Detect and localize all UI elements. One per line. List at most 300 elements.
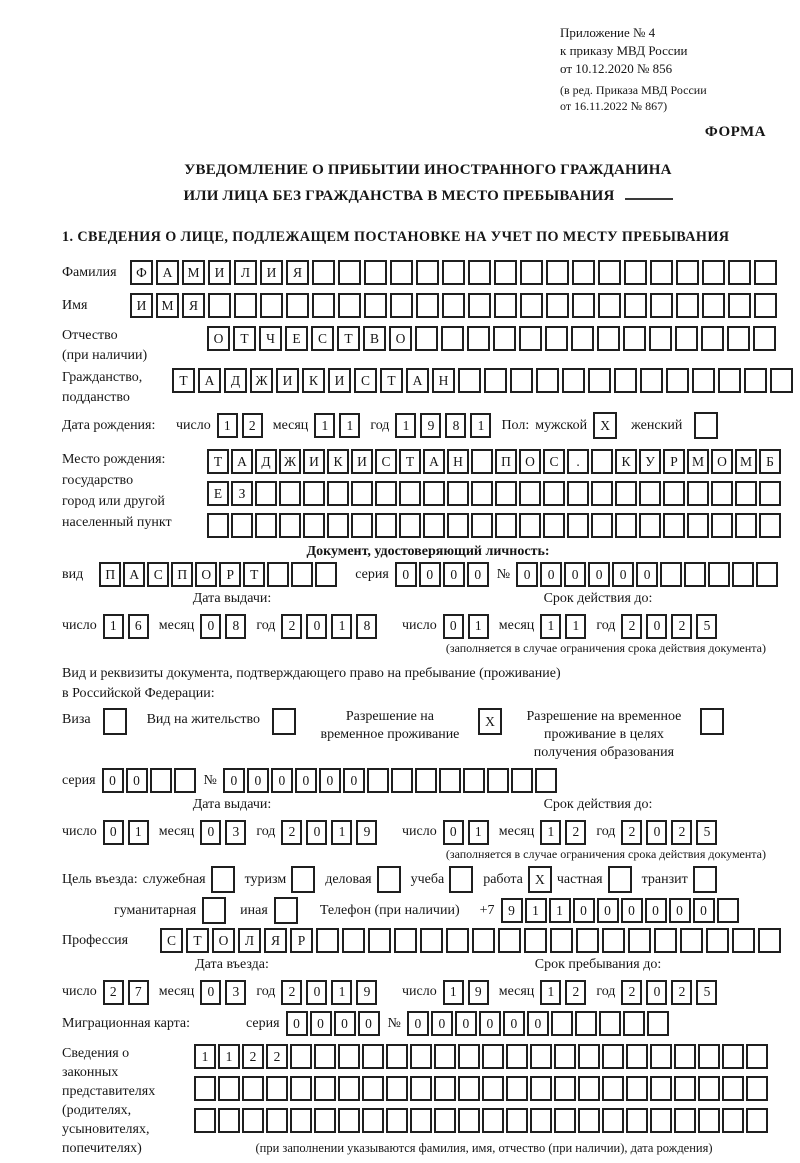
char-cell[interactable]: 2 bbox=[621, 820, 642, 845]
char-cell[interactable] bbox=[218, 1108, 240, 1133]
char-cell[interactable]: 2 bbox=[242, 413, 263, 438]
char-cell[interactable] bbox=[267, 562, 289, 587]
char-cell[interactable]: 0 bbox=[621, 898, 643, 923]
char-cell[interactable] bbox=[598, 293, 621, 318]
char-cell[interactable] bbox=[680, 928, 703, 953]
char-cell[interactable]: А bbox=[123, 562, 145, 587]
char-cell[interactable]: Н bbox=[447, 449, 469, 474]
char-cell[interactable] bbox=[399, 513, 421, 538]
char-cell[interactable] bbox=[545, 326, 568, 351]
char-cell[interactable] bbox=[351, 481, 373, 506]
char-cell[interactable] bbox=[591, 513, 613, 538]
char-cell[interactable] bbox=[711, 513, 733, 538]
char-cell[interactable] bbox=[650, 1108, 672, 1133]
char-cell[interactable] bbox=[698, 1044, 720, 1069]
char-cell[interactable]: С bbox=[160, 928, 183, 953]
char-cell[interactable] bbox=[364, 293, 387, 318]
char-cell[interactable] bbox=[423, 481, 445, 506]
char-cell[interactable] bbox=[194, 1108, 216, 1133]
char-cell[interactable] bbox=[718, 368, 741, 393]
char-cell[interactable] bbox=[744, 368, 767, 393]
purpose-private-checkbox[interactable] bbox=[608, 866, 632, 893]
char-cell[interactable] bbox=[732, 928, 755, 953]
char-cell[interactable]: 0 bbox=[306, 614, 327, 639]
char-cell[interactable] bbox=[626, 1108, 648, 1133]
char-cell[interactable] bbox=[410, 1044, 432, 1069]
char-cell[interactable]: 0 bbox=[527, 1011, 549, 1036]
char-cell[interactable] bbox=[390, 260, 413, 285]
char-cell[interactable] bbox=[735, 513, 757, 538]
char-cell[interactable] bbox=[759, 481, 781, 506]
char-cell[interactable]: 0 bbox=[431, 1011, 453, 1036]
char-cell[interactable] bbox=[327, 481, 349, 506]
char-cell[interactable]: 0 bbox=[200, 980, 221, 1005]
char-cell[interactable] bbox=[286, 293, 309, 318]
char-cell[interactable] bbox=[588, 368, 611, 393]
char-cell[interactable] bbox=[562, 368, 585, 393]
char-cell[interactable]: М bbox=[687, 449, 709, 474]
char-cell[interactable]: 0 bbox=[503, 1011, 525, 1036]
char-cell[interactable] bbox=[194, 1076, 216, 1101]
char-cell[interactable] bbox=[598, 260, 621, 285]
char-cell[interactable] bbox=[530, 1076, 552, 1101]
char-cell[interactable] bbox=[519, 326, 542, 351]
char-cell[interactable]: Р bbox=[219, 562, 241, 587]
char-cell[interactable] bbox=[420, 928, 443, 953]
char-cell[interactable]: П bbox=[495, 449, 517, 474]
char-cell[interactable]: Т bbox=[207, 449, 229, 474]
char-cell[interactable] bbox=[536, 368, 559, 393]
char-cell[interactable] bbox=[654, 928, 677, 953]
char-cell[interactable] bbox=[174, 768, 196, 793]
purpose-business-checkbox[interactable] bbox=[377, 866, 401, 893]
char-cell[interactable]: 0 bbox=[319, 768, 341, 793]
char-cell[interactable]: 0 bbox=[247, 768, 269, 793]
char-cell[interactable] bbox=[468, 260, 491, 285]
char-cell[interactable] bbox=[415, 768, 437, 793]
char-cell[interactable]: Б bbox=[759, 449, 781, 474]
char-cell[interactable] bbox=[439, 768, 461, 793]
char-cell[interactable]: 5 bbox=[696, 820, 717, 845]
char-cell[interactable] bbox=[599, 1011, 621, 1036]
visa-checkbox[interactable] bbox=[103, 708, 127, 735]
char-cell[interactable]: В bbox=[363, 326, 386, 351]
char-cell[interactable]: 0 bbox=[597, 898, 619, 923]
char-cell[interactable]: 9 bbox=[420, 413, 441, 438]
char-cell[interactable]: 1 bbox=[468, 820, 489, 845]
char-cell[interactable] bbox=[314, 1076, 336, 1101]
char-cell[interactable] bbox=[717, 898, 739, 923]
char-cell[interactable]: Д bbox=[224, 368, 247, 393]
char-cell[interactable] bbox=[543, 481, 565, 506]
char-cell[interactable]: 0 bbox=[103, 820, 124, 845]
char-cell[interactable] bbox=[578, 1076, 600, 1101]
char-cell[interactable] bbox=[554, 1076, 576, 1101]
char-cell[interactable] bbox=[511, 768, 533, 793]
char-cell[interactable] bbox=[255, 513, 277, 538]
char-cell[interactable]: 1 bbox=[217, 413, 238, 438]
char-cell[interactable]: 0 bbox=[395, 562, 417, 587]
char-cell[interactable]: К bbox=[327, 449, 349, 474]
char-cell[interactable]: Т bbox=[380, 368, 403, 393]
char-cell[interactable] bbox=[624, 293, 647, 318]
char-cell[interactable]: 0 bbox=[200, 614, 221, 639]
char-cell[interactable] bbox=[386, 1076, 408, 1101]
char-cell[interactable]: А bbox=[231, 449, 253, 474]
char-cell[interactable] bbox=[530, 1044, 552, 1069]
char-cell[interactable]: М bbox=[182, 260, 205, 285]
char-cell[interactable] bbox=[624, 260, 647, 285]
char-cell[interactable] bbox=[576, 928, 599, 953]
char-cell[interactable]: 0 bbox=[310, 1011, 332, 1036]
char-cell[interactable] bbox=[303, 513, 325, 538]
char-cell[interactable]: 0 bbox=[540, 562, 562, 587]
char-cell[interactable]: 0 bbox=[455, 1011, 477, 1036]
char-cell[interactable]: 0 bbox=[306, 820, 327, 845]
char-cell[interactable] bbox=[554, 1044, 576, 1069]
char-cell[interactable]: 8 bbox=[225, 614, 246, 639]
char-cell[interactable] bbox=[639, 481, 661, 506]
char-cell[interactable]: 1 bbox=[331, 980, 352, 1005]
char-cell[interactable] bbox=[639, 513, 661, 538]
char-cell[interactable]: 0 bbox=[102, 768, 124, 793]
char-cell[interactable] bbox=[591, 481, 613, 506]
char-cell[interactable] bbox=[410, 1076, 432, 1101]
char-cell[interactable] bbox=[675, 326, 698, 351]
char-cell[interactable] bbox=[375, 513, 397, 538]
char-cell[interactable] bbox=[647, 1011, 669, 1036]
char-cell[interactable]: 2 bbox=[281, 614, 302, 639]
char-cell[interactable] bbox=[495, 481, 517, 506]
char-cell[interactable] bbox=[708, 562, 730, 587]
char-cell[interactable]: 0 bbox=[358, 1011, 380, 1036]
char-cell[interactable] bbox=[674, 1076, 696, 1101]
char-cell[interactable] bbox=[567, 513, 589, 538]
char-cell[interactable]: 0 bbox=[645, 898, 667, 923]
char-cell[interactable]: М bbox=[156, 293, 179, 318]
char-cell[interactable] bbox=[698, 1076, 720, 1101]
char-cell[interactable] bbox=[650, 293, 673, 318]
char-cell[interactable] bbox=[520, 260, 543, 285]
char-cell[interactable] bbox=[338, 260, 361, 285]
char-cell[interactable] bbox=[495, 513, 517, 538]
char-cell[interactable]: 1 bbox=[540, 980, 561, 1005]
char-cell[interactable] bbox=[266, 1108, 288, 1133]
char-cell[interactable]: Т bbox=[233, 326, 256, 351]
char-cell[interactable]: 1 bbox=[549, 898, 571, 923]
char-cell[interactable] bbox=[571, 326, 594, 351]
char-cell[interactable] bbox=[506, 1108, 528, 1133]
char-cell[interactable] bbox=[208, 293, 231, 318]
char-cell[interactable] bbox=[484, 368, 507, 393]
char-cell[interactable]: О bbox=[207, 326, 230, 351]
char-cell[interactable] bbox=[732, 562, 754, 587]
char-cell[interactable]: 0 bbox=[271, 768, 293, 793]
char-cell[interactable] bbox=[676, 260, 699, 285]
char-cell[interactable] bbox=[602, 1076, 624, 1101]
char-cell[interactable]: И bbox=[260, 260, 283, 285]
char-cell[interactable] bbox=[746, 1108, 768, 1133]
char-cell[interactable] bbox=[442, 293, 465, 318]
char-cell[interactable]: 0 bbox=[443, 820, 464, 845]
char-cell[interactable]: Ж bbox=[250, 368, 273, 393]
char-cell[interactable] bbox=[494, 260, 517, 285]
char-cell[interactable] bbox=[702, 260, 725, 285]
char-cell[interactable] bbox=[759, 513, 781, 538]
char-cell[interactable] bbox=[663, 481, 685, 506]
residence-permit-checkbox[interactable] bbox=[272, 708, 296, 735]
char-cell[interactable]: 0 bbox=[467, 562, 489, 587]
char-cell[interactable] bbox=[575, 1011, 597, 1036]
male-checkbox[interactable]: X bbox=[593, 412, 617, 439]
char-cell[interactable] bbox=[758, 928, 781, 953]
char-cell[interactable] bbox=[364, 260, 387, 285]
char-cell[interactable] bbox=[666, 368, 689, 393]
char-cell[interactable] bbox=[338, 1108, 360, 1133]
char-cell[interactable]: 2 bbox=[621, 980, 642, 1005]
char-cell[interactable]: Р bbox=[290, 928, 313, 953]
char-cell[interactable]: М bbox=[735, 449, 757, 474]
char-cell[interactable] bbox=[494, 293, 517, 318]
char-cell[interactable]: О bbox=[389, 326, 412, 351]
char-cell[interactable]: З bbox=[231, 481, 253, 506]
char-cell[interactable]: 0 bbox=[126, 768, 148, 793]
purpose-study-checkbox[interactable] bbox=[449, 866, 473, 893]
char-cell[interactable]: 2 bbox=[281, 820, 302, 845]
char-cell[interactable] bbox=[312, 260, 335, 285]
char-cell[interactable]: П bbox=[171, 562, 193, 587]
char-cell[interactable] bbox=[316, 928, 339, 953]
char-cell[interactable]: П bbox=[99, 562, 121, 587]
char-cell[interactable]: У bbox=[639, 449, 661, 474]
char-cell[interactable] bbox=[640, 368, 663, 393]
char-cell[interactable]: А bbox=[406, 368, 429, 393]
char-cell[interactable]: 9 bbox=[356, 820, 377, 845]
char-cell[interactable]: Т bbox=[172, 368, 195, 393]
char-cell[interactable] bbox=[327, 513, 349, 538]
char-cell[interactable] bbox=[692, 368, 715, 393]
char-cell[interactable] bbox=[260, 293, 283, 318]
char-cell[interactable]: Ф bbox=[130, 260, 153, 285]
purpose-official-checkbox[interactable] bbox=[211, 866, 235, 893]
char-cell[interactable] bbox=[314, 1108, 336, 1133]
char-cell[interactable] bbox=[312, 293, 335, 318]
char-cell[interactable]: 0 bbox=[443, 562, 465, 587]
char-cell[interactable] bbox=[546, 293, 569, 318]
char-cell[interactable]: 0 bbox=[612, 562, 634, 587]
char-cell[interactable]: 0 bbox=[306, 980, 327, 1005]
char-cell[interactable] bbox=[338, 293, 361, 318]
char-cell[interactable] bbox=[572, 260, 595, 285]
char-cell[interactable] bbox=[626, 1076, 648, 1101]
char-cell[interactable]: 0 bbox=[588, 562, 610, 587]
char-cell[interactable]: 1 bbox=[470, 413, 491, 438]
char-cell[interactable]: 0 bbox=[669, 898, 691, 923]
char-cell[interactable] bbox=[591, 449, 613, 474]
char-cell[interactable] bbox=[290, 1108, 312, 1133]
char-cell[interactable] bbox=[728, 293, 751, 318]
char-cell[interactable]: 1 bbox=[218, 1044, 240, 1069]
char-cell[interactable] bbox=[467, 326, 490, 351]
char-cell[interactable]: С bbox=[311, 326, 334, 351]
char-cell[interactable] bbox=[362, 1044, 384, 1069]
char-cell[interactable] bbox=[447, 513, 469, 538]
char-cell[interactable]: 0 bbox=[479, 1011, 501, 1036]
char-cell[interactable] bbox=[510, 368, 533, 393]
char-cell[interactable]: 0 bbox=[646, 820, 667, 845]
char-cell[interactable] bbox=[722, 1044, 744, 1069]
char-cell[interactable] bbox=[687, 481, 709, 506]
purpose-tourism-checkbox[interactable] bbox=[291, 866, 315, 893]
char-cell[interactable]: И bbox=[208, 260, 231, 285]
char-cell[interactable] bbox=[602, 928, 625, 953]
char-cell[interactable] bbox=[701, 326, 724, 351]
char-cell[interactable] bbox=[519, 513, 541, 538]
char-cell[interactable] bbox=[458, 368, 481, 393]
char-cell[interactable] bbox=[728, 260, 751, 285]
char-cell[interactable]: 1 bbox=[331, 614, 352, 639]
char-cell[interactable] bbox=[386, 1044, 408, 1069]
char-cell[interactable]: Ж bbox=[279, 449, 301, 474]
char-cell[interactable] bbox=[458, 1044, 480, 1069]
char-cell[interactable]: 0 bbox=[343, 768, 365, 793]
char-cell[interactable] bbox=[506, 1044, 528, 1069]
char-cell[interactable] bbox=[342, 928, 365, 953]
char-cell[interactable] bbox=[314, 1044, 336, 1069]
purpose-other-checkbox[interactable] bbox=[274, 897, 298, 924]
char-cell[interactable] bbox=[338, 1076, 360, 1101]
char-cell[interactable] bbox=[290, 1044, 312, 1069]
female-checkbox[interactable] bbox=[694, 412, 718, 439]
char-cell[interactable] bbox=[674, 1044, 696, 1069]
char-cell[interactable] bbox=[391, 768, 413, 793]
char-cell[interactable]: И bbox=[276, 368, 299, 393]
char-cell[interactable] bbox=[279, 481, 301, 506]
char-cell[interactable]: 0 bbox=[200, 820, 221, 845]
char-cell[interactable] bbox=[362, 1076, 384, 1101]
char-cell[interactable] bbox=[756, 562, 778, 587]
purpose-transit-checkbox[interactable] bbox=[693, 866, 717, 893]
char-cell[interactable]: 2 bbox=[671, 614, 692, 639]
char-cell[interactable] bbox=[746, 1076, 768, 1101]
char-cell[interactable]: И bbox=[328, 368, 351, 393]
char-cell[interactable]: 1 bbox=[540, 614, 561, 639]
char-cell[interactable] bbox=[602, 1044, 624, 1069]
temp-residence-education-checkbox[interactable] bbox=[700, 708, 724, 735]
char-cell[interactable] bbox=[578, 1108, 600, 1133]
char-cell[interactable] bbox=[727, 326, 750, 351]
char-cell[interactable]: 0 bbox=[646, 980, 667, 1005]
char-cell[interactable] bbox=[578, 1044, 600, 1069]
char-cell[interactable] bbox=[434, 1076, 456, 1101]
char-cell[interactable] bbox=[711, 481, 733, 506]
char-cell[interactable] bbox=[351, 513, 373, 538]
char-cell[interactable]: А bbox=[423, 449, 445, 474]
char-cell[interactable] bbox=[506, 1076, 528, 1101]
char-cell[interactable]: 0 bbox=[564, 562, 586, 587]
char-cell[interactable]: Т bbox=[243, 562, 265, 587]
char-cell[interactable]: 6 bbox=[128, 614, 149, 639]
char-cell[interactable] bbox=[698, 1108, 720, 1133]
char-cell[interactable]: 0 bbox=[573, 898, 595, 923]
char-cell[interactable]: 1 bbox=[540, 820, 561, 845]
char-cell[interactable] bbox=[399, 481, 421, 506]
char-cell[interactable] bbox=[754, 293, 777, 318]
char-cell[interactable] bbox=[394, 928, 417, 953]
char-cell[interactable] bbox=[471, 449, 493, 474]
char-cell[interactable]: 1 bbox=[468, 614, 489, 639]
char-cell[interactable]: Н bbox=[432, 368, 455, 393]
char-cell[interactable] bbox=[482, 1076, 504, 1101]
char-cell[interactable] bbox=[266, 1076, 288, 1101]
char-cell[interactable]: 5 bbox=[696, 614, 717, 639]
char-cell[interactable] bbox=[702, 293, 725, 318]
char-cell[interactable] bbox=[471, 513, 493, 538]
char-cell[interactable]: 1 bbox=[331, 820, 352, 845]
char-cell[interactable] bbox=[375, 481, 397, 506]
char-cell[interactable]: Т bbox=[399, 449, 421, 474]
char-cell[interactable]: 2 bbox=[266, 1044, 288, 1069]
char-cell[interactable]: С bbox=[147, 562, 169, 587]
char-cell[interactable]: Я bbox=[264, 928, 287, 953]
char-cell[interactable]: К bbox=[615, 449, 637, 474]
char-cell[interactable]: 2 bbox=[103, 980, 124, 1005]
char-cell[interactable] bbox=[650, 260, 673, 285]
char-cell[interactable] bbox=[472, 928, 495, 953]
char-cell[interactable] bbox=[207, 513, 229, 538]
char-cell[interactable]: 0 bbox=[636, 562, 658, 587]
char-cell[interactable]: 2 bbox=[565, 980, 586, 1005]
char-cell[interactable]: 3 bbox=[225, 980, 246, 1005]
purpose-humanitarian-checkbox[interactable] bbox=[202, 897, 226, 924]
char-cell[interactable] bbox=[722, 1076, 744, 1101]
char-cell[interactable]: 1 bbox=[443, 980, 464, 1005]
char-cell[interactable]: А bbox=[156, 260, 179, 285]
char-cell[interactable] bbox=[520, 293, 543, 318]
char-cell[interactable] bbox=[446, 928, 469, 953]
char-cell[interactable] bbox=[447, 481, 469, 506]
char-cell[interactable] bbox=[291, 562, 313, 587]
char-cell[interactable]: И bbox=[351, 449, 373, 474]
char-cell[interactable] bbox=[434, 1044, 456, 1069]
char-cell[interactable]: 5 bbox=[696, 980, 717, 1005]
char-cell[interactable] bbox=[674, 1108, 696, 1133]
char-cell[interactable]: Р bbox=[663, 449, 685, 474]
char-cell[interactable] bbox=[770, 368, 793, 393]
char-cell[interactable]: 0 bbox=[646, 614, 667, 639]
char-cell[interactable] bbox=[746, 1044, 768, 1069]
char-cell[interactable]: 9 bbox=[468, 980, 489, 1005]
char-cell[interactable] bbox=[687, 513, 709, 538]
char-cell[interactable] bbox=[551, 1011, 573, 1036]
char-cell[interactable]: Я bbox=[286, 260, 309, 285]
char-cell[interactable] bbox=[650, 1044, 672, 1069]
char-cell[interactable] bbox=[482, 1108, 504, 1133]
char-cell[interactable] bbox=[706, 928, 729, 953]
char-cell[interactable]: С bbox=[543, 449, 565, 474]
char-cell[interactable]: С bbox=[354, 368, 377, 393]
char-cell[interactable]: 2 bbox=[242, 1044, 264, 1069]
char-cell[interactable] bbox=[735, 481, 757, 506]
char-cell[interactable] bbox=[416, 260, 439, 285]
char-cell[interactable]: 2 bbox=[671, 980, 692, 1005]
char-cell[interactable] bbox=[615, 513, 637, 538]
char-cell[interactable] bbox=[468, 293, 491, 318]
char-cell[interactable]: 2 bbox=[565, 820, 586, 845]
char-cell[interactable] bbox=[754, 260, 777, 285]
char-cell[interactable] bbox=[434, 1108, 456, 1133]
char-cell[interactable] bbox=[546, 260, 569, 285]
